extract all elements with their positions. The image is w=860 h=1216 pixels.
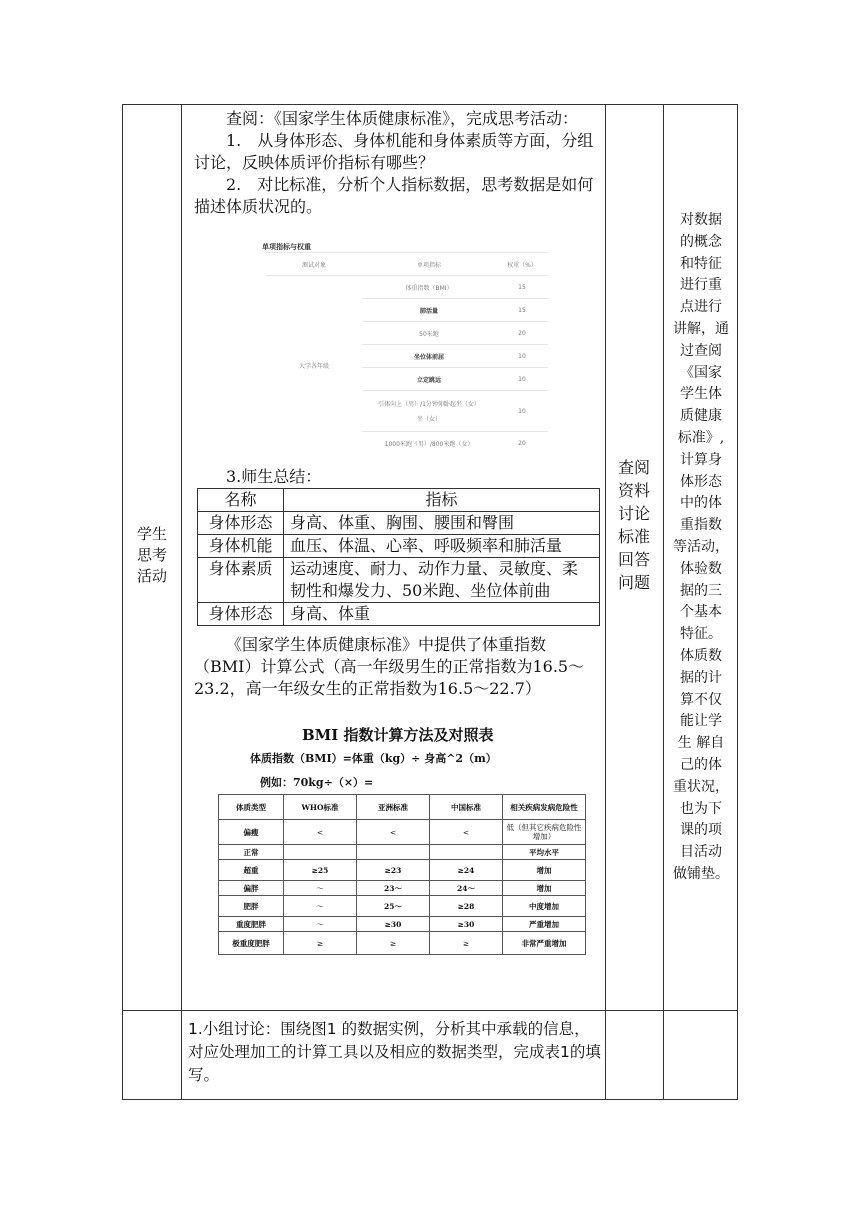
bmi-table-header: WHO标准: [284, 795, 357, 820]
bmi-table-cell: ≥30: [430, 917, 503, 932]
bmi-table-cell: 重度肥胖: [219, 917, 284, 932]
bmi-table: [218, 794, 586, 955]
summary-table-value: 运动速度、耐力、动作力量、灵敏度、柔韧性和爆发力、50米跑、坐位体前曲: [284, 558, 600, 603]
bmi-table-cell: [430, 845, 503, 860]
summary-table-value: 身高、体重: [284, 603, 600, 626]
design-intent-line: 做铺垫。: [673, 865, 729, 882]
bmi-table-header: 亚洲标准: [357, 795, 430, 820]
design-intent-line: 己的体: [680, 756, 722, 773]
weight-table-subject: 大学各年级: [266, 276, 362, 455]
summary-table-name: 身体素质: [198, 558, 284, 603]
design-intent-line: 也为下: [680, 800, 722, 817]
design-intent-line: 重状况，: [673, 778, 729, 795]
summary-table-name: 身体形态: [198, 603, 284, 626]
weight-table-header: 单项指标: [362, 253, 496, 276]
summary-table-value: 身高、体重、胸围、腰围和臀围: [284, 512, 600, 535]
weight-table-indicator: 1000米跑（男）/800米跑（女）: [362, 432, 496, 455]
design-intent-line: 中的体: [680, 495, 722, 512]
row-divider: [123, 1010, 737, 1011]
summary-table-value: 血压、体温、心率、呼吸频率和肺活量: [284, 535, 600, 558]
weight-table-indicator: 50米跑: [362, 322, 496, 345]
bmi-formula: 体质指数（BMI）=体重（kg）÷ 身高^2（m）: [250, 752, 497, 765]
bmi-table-header: 相关疾病发病危险性: [503, 795, 586, 820]
design-intent-line: 对数据: [680, 212, 722, 228]
weight-table-weight: 20: [496, 432, 548, 455]
column-divider: [605, 105, 606, 1099]
design-intent: [664, 210, 738, 886]
bmi-table-cell: [357, 845, 430, 860]
bmi-table-cell: 中度增加: [503, 896, 586, 917]
activity-content: [194, 108, 604, 218]
summary-table-header: 名称: [198, 489, 284, 512]
bmi-table-cell: <: [357, 820, 430, 845]
student-activity-line: 查阅: [617, 458, 650, 477]
design-intent-line: 体形态: [680, 473, 722, 490]
student-activity-line: 资料: [617, 481, 650, 500]
weight-table-weight: 15: [496, 299, 548, 322]
bmi-table-header: 中国标准: [430, 795, 503, 820]
bmi-table-cell: 25～: [357, 896, 430, 917]
bmi-table-cell: ≥24: [430, 860, 503, 881]
weight-table-indicator: 体重指数（BMI）: [362, 276, 496, 299]
weight-table-header: 权重（%）: [496, 253, 548, 276]
bmi-table-cell: 正常: [219, 845, 284, 860]
bmi-table-cell: 肥胖: [219, 896, 284, 917]
design-intent-line: 课的项: [680, 822, 722, 839]
bmi-table-cell: <: [430, 820, 503, 845]
summary-table-name: 身体形态: [198, 512, 284, 535]
weight-table-title: 单项指标与权重: [262, 243, 311, 251]
design-intent-line: 质健康: [680, 408, 722, 425]
weight-table-indicator: [362, 391, 496, 432]
weight-table-indicator-line: 坐（女）: [416, 416, 441, 423]
summary-heading: 3.师生总结：: [226, 467, 322, 486]
weight-table-weight: 20: [496, 322, 548, 345]
bmi-table-cell: 极重度肥胖: [219, 932, 284, 955]
bmi-table-cell: 23～: [357, 881, 430, 896]
bmi-table-cell: 非常严重增加: [503, 932, 586, 955]
bmi-table-cell: [284, 845, 357, 860]
row2-text: 1.小组讨论：围绕图1 的数据实例，分析其中承载的信息，对应处理加工的计算工具以及相应的数据类型，完成表1的填写。: [188, 1020, 601, 1084]
row-label-line: 活动: [136, 567, 167, 585]
design-intent-line: 能让学: [680, 713, 722, 730]
design-intent-line: 的概念: [680, 233, 722, 250]
row-label-line: 学生: [136, 525, 167, 543]
weight-table-indicator: 肺活量: [362, 299, 496, 322]
bmi-table-cell: 偏胖: [219, 881, 284, 896]
design-intent-line: 进行重: [680, 277, 722, 294]
design-intent-line: 和特征: [680, 255, 722, 272]
student-activity: [606, 456, 662, 594]
summary-table-name: 身体机能: [198, 535, 284, 558]
bmi-table-cell: 增加: [503, 860, 586, 881]
summary-table-header: 指标: [284, 489, 600, 512]
design-intent-line: 学生体: [680, 386, 722, 403]
row-label-line: 思考: [136, 546, 167, 564]
weight-table-weight: 10: [496, 345, 548, 368]
bmi-table-cell: ～: [284, 917, 357, 932]
summary-heading-block: [194, 466, 604, 488]
bmi-table-cell: <: [284, 820, 357, 845]
bmi-table-cell: 超重: [219, 860, 284, 881]
bmi-table-cell: 增加: [503, 881, 586, 896]
design-intent-line: 目活动: [680, 844, 722, 861]
activity-item-2: 2. 对比标准，分析个人指标数据，思考数据是如何描述体质状况的。: [194, 175, 594, 216]
weight-table-weight: 10: [496, 391, 548, 432]
row-label: [124, 524, 180, 587]
activity-intro: 查阅：《国家学生体质健康标准》，完成思考活动：: [226, 109, 579, 128]
student-activity-line: 回答: [617, 550, 650, 569]
bmi-table-cell: ≥: [284, 932, 357, 955]
weight-table-weight: 10: [496, 368, 548, 391]
student-activity-line: 讨论: [617, 504, 650, 523]
student-activity-line: 问题: [617, 573, 650, 592]
design-intent-line: 算不仅: [680, 691, 722, 708]
design-intent-line: 特征。: [680, 626, 722, 643]
design-intent-line: 点进行: [680, 299, 722, 316]
design-intent-line: 据的计: [680, 669, 722, 686]
summary-table: [197, 488, 600, 626]
bmi-paragraph-block: [194, 634, 604, 700]
bmi-table-cell: 24～: [430, 881, 503, 896]
design-intent-line: 计算身: [680, 451, 722, 468]
bmi-table-cell: 平均水平: [503, 845, 586, 860]
design-intent-line: 个基本: [680, 604, 722, 621]
bmi-table-cell: ≥28: [430, 896, 503, 917]
bmi-table-cell: ≥: [430, 932, 503, 955]
weight-table-header: 测试对象: [266, 253, 362, 276]
row2-content: [188, 1018, 602, 1087]
bmi-table-cell: ≥25: [284, 860, 357, 881]
design-intent-line: 等活动，: [673, 538, 729, 555]
activity-item-1: 1. 从身体形态、身体机能和身体素质等方面，分组讨论，反映体质评价指标有哪些？: [194, 131, 594, 172]
bmi-table-cell: ～: [284, 881, 357, 896]
bmi-table-cell: ≥: [357, 932, 430, 955]
bmi-table-header: 体质类型: [219, 795, 284, 820]
student-activity-line: 标准: [617, 527, 650, 546]
design-intent-line: 《国家: [680, 364, 722, 381]
design-intent-line: 体验数: [680, 560, 722, 577]
bmi-table-image: [210, 722, 594, 962]
design-intent-line: 生 解自: [677, 735, 725, 752]
design-intent-line: 体质数: [680, 647, 722, 664]
bmi-image-title: BMI 指数计算方法及对照表: [302, 726, 494, 744]
design-intent-line: 讲解，通: [673, 320, 729, 337]
bmi-table-cell: 偏瘦: [219, 820, 284, 845]
design-intent-line: 据的三: [680, 582, 722, 599]
bmi-table-cell: ≥23: [357, 860, 430, 881]
bmi-paragraph: 《国家学生体质健康标准》中提供了体重指数（BMI）计算公式（高一年级男生的正常指数为16.5～23.2，高一年级女生的正常指数为16.5～22.7）: [194, 635, 585, 698]
weight-table-indicator: 坐位体前屈: [362, 345, 496, 368]
bmi-example: 例如：70kg÷（×）=: [260, 776, 374, 789]
weight-table: [266, 252, 548, 454]
design-intent-line: 过查阅: [680, 342, 722, 359]
weight-table-image: [258, 238, 550, 460]
weight-table-weight: 15: [496, 276, 548, 299]
design-intent-line: 标准》,: [677, 429, 725, 446]
bmi-table-cell: 低（但其它疾病危险性增加）: [503, 820, 586, 845]
weight-table-indicator-line: 引体向上（男）/1分钟仰卧起坐（女）: [378, 401, 480, 408]
bmi-table-cell: 严重增加: [503, 917, 586, 932]
bmi-table-cell: ～: [284, 896, 357, 917]
bmi-table-cell: ≥30: [357, 917, 430, 932]
design-intent-line: 重指数: [680, 517, 722, 534]
weight-table-indicator: 立定跳远: [362, 368, 496, 391]
column-divider: [181, 105, 182, 1099]
